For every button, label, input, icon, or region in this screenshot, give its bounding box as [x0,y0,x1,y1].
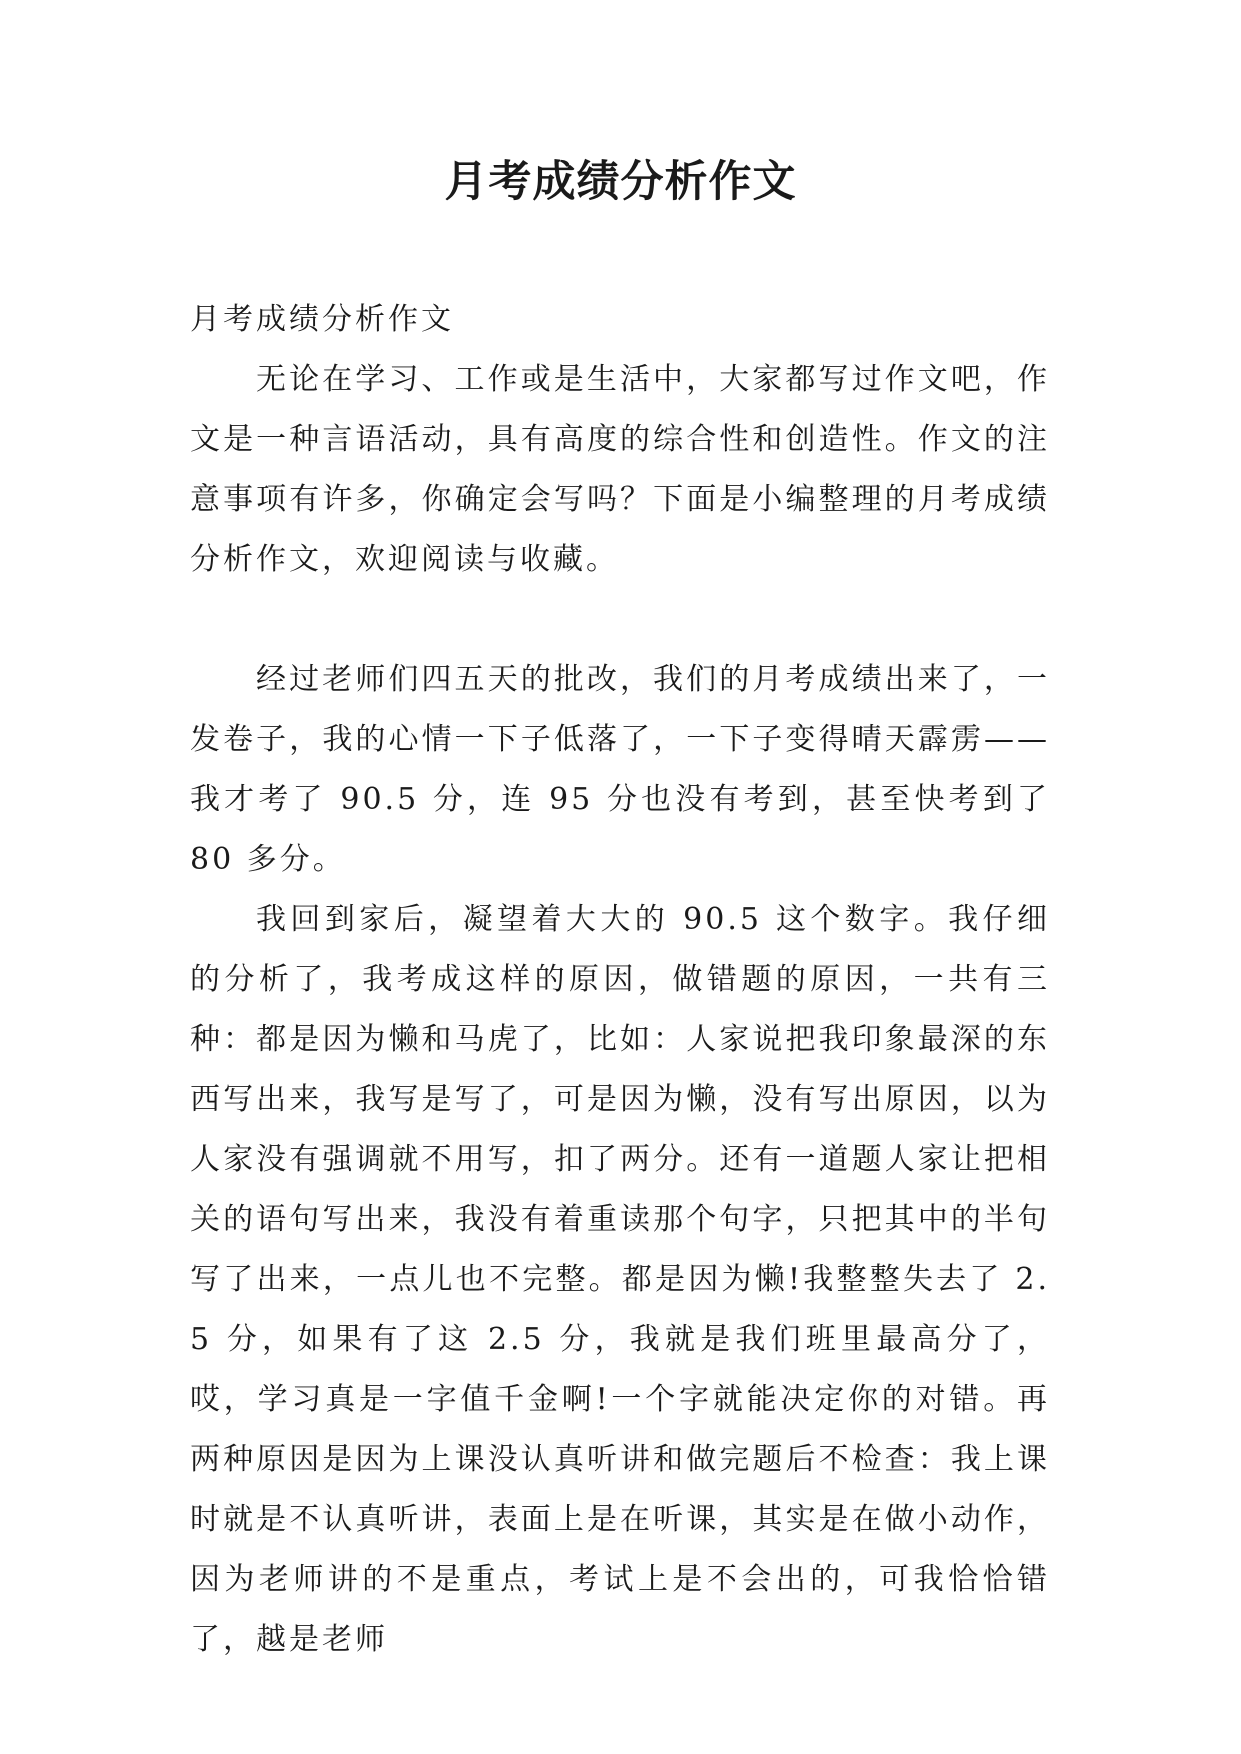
body-paragraph-1: 经过老师们四五天的批改，我们的月考成绩出来了，一发卷子，我的心情一下子低落了，一下子变得晴天霹雳——我才考了 90.5 分，连 95 分也没有考到，甚至快考到了 80 多分。 [190,662,1050,877]
document-subtitle: 月考成绩分析作文 [190,302,454,337]
body-paragraph-2: 我回到家后，凝望着大大的 90.5 这个数字。我仔细的分析了，我考成这样的原因，做错题的原因，一共有三种：都是因为懒和马虎了，比如：人家说把我印象最深的东西写出来，我写是写了，可是因为懒，没有写出原因，以为人家没有强调就不用写，扣了两分。还有一道题人家让把相关的语句写出来，我没有着重读那个句字，只把其中的半句写了出来，一点儿也不完整。都是因为懒!我整整失去了 2.5 分，如果有了这 2.5 分，我就是我们班里最高分了，哎，学习真是一字值千金啊!一个字就能决定你的对错。再两种原因是因为上课没认真听讲和做完题后不检查：我上课时就是不认真听讲，表面上是在听课，其实是在做小动作，因为老师讲的不是重点，考试上是不会出的，可我恰恰错了，越是老师 [190,902,1050,1657]
intro-paragraph: 无论在学习、工作或是生活中，大家都写过作文吧，作文是一种言语活动，具有高度的综合性和创造性。作文的注意事项有许多，你确定会写吗？下面是小编整理的月考成绩分析作文，欢迎阅读与收藏。 [190,362,1050,577]
document-body [190,290,1050,1670]
paragraph-spacer [190,590,1050,650]
document-title: 月考成绩分析作文 [444,157,797,207]
